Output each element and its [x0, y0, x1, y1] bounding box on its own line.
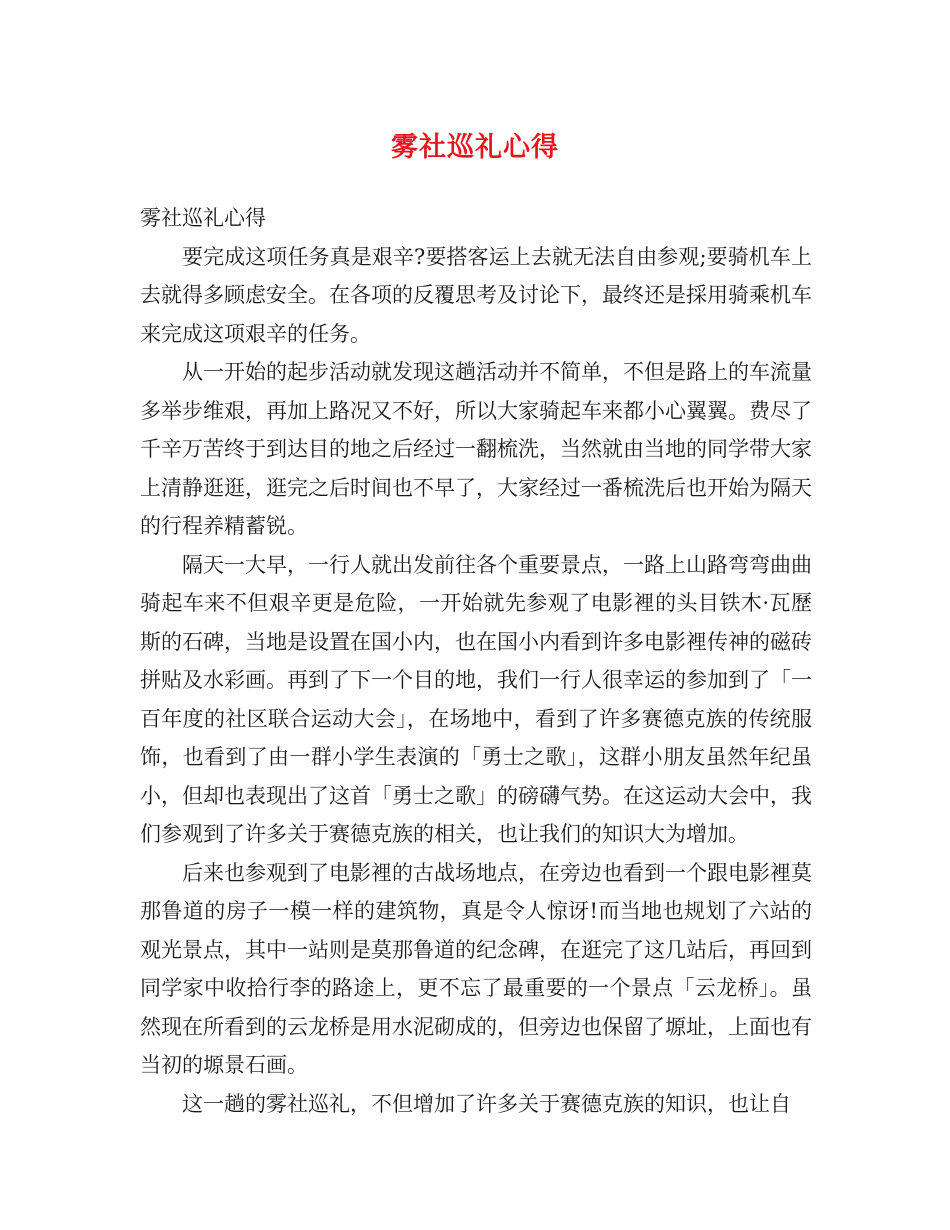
paragraph-3: 隔天一大早，一行人就出发前往各个重要景点，一路上山路弯弯曲曲骑起车来不但艰辛更是危险，一开始就先参观了电影裡的头目铁木·瓦歷斯的石碑，当地是设置在国小内，也在国小内看到许多电影裡传神的磁砖拼贴及水彩画。再到了下一个目的地，我们一行人很幸运的参加到了「一百年度的社区联合运动大会」，在场地中，看到了许多赛德克族的传统服饰，也看到了由一群小学生表演的「勇士之歌」，这群小朋友虽然年纪虽小，但却也表现出了这首「勇士之歌」的磅礴气势。在这运动大会中，我们参观到了许多关于赛德克族的相关，也让我们的知识大为增加。: [140, 552, 812, 846]
document-subtitle: 雾社巡礼心得: [140, 206, 266, 230]
paragraph-2: 从一开始的起步活动就发现这趟活动并不简单，不但是路上的车流量多举步维艰，再加上路况又不好，所以大家骑起车来都小心翼翼。费尽了千辛万苦终于到达目的地之后经过一翻梳洗，当然就由当地的同学带大家上清静逛逛，逛完之后时间也不早了，大家经过一番梳洗后也开始为隔天的行程养精蓄锐。: [140, 360, 812, 538]
document-body: [140, 199, 812, 1123]
paragraph-5: 这一趟的雾社巡礼，不但增加了许多关于赛德克族的知识，也让自: [182, 1091, 791, 1116]
paragraph-4: 后来也参观到了电影裡的古战场地点，在旁边也看到一个跟电影裡莫那鲁道的房子一模一样的建筑物，真是令人惊讶!而当地也规划了六站的观光景点，其中一站则是莫那鲁道的纪念碑，在逛完了这几站后，再回到同学家中收拾行李的路途上，更不忘了最重要的一个景点「云龙桥」。虽然现在所看到的云龙桥是用水泥砌成的，但旁边也保留了塬址，上面也有当初的塬景石画。: [140, 860, 812, 1077]
paragraph-1: 要完成这项任务真是艰辛?要搭客运上去就无法自由参观;要骑机车上去就得多顾虑安全。在各项的反覆思考及讨论下，最终还是採用骑乘机车来完成这项艰辛的任务。: [140, 244, 812, 346]
page-title: 雾社巡礼心得: [391, 132, 559, 163]
